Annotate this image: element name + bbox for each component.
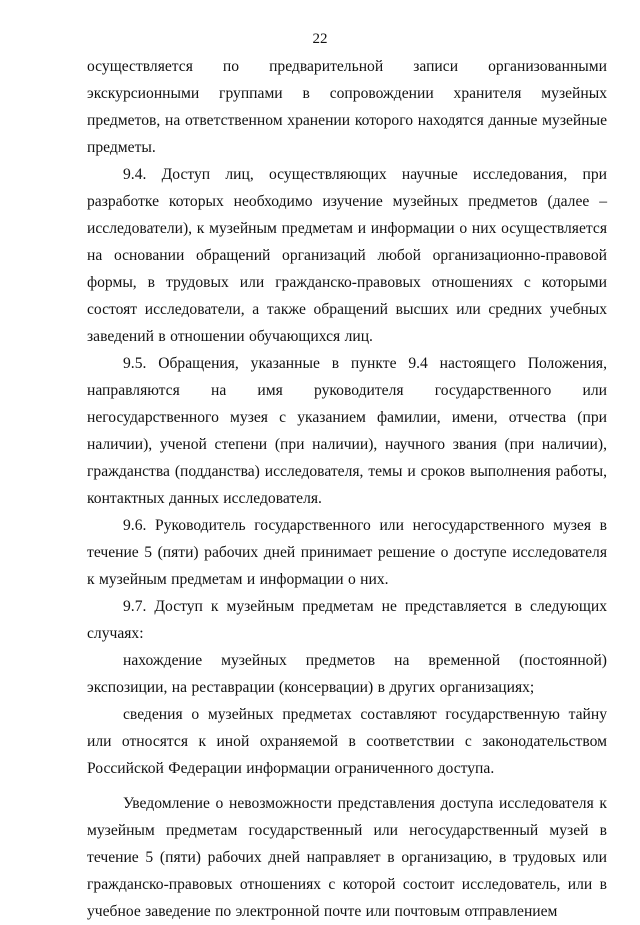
paragraph-9-5: 9.5. Обращения, указанные в пункте 9.4 настоящего Положения, направляются на имя руководителя государственного или негосударственного музея с указанием фамилии, имени, отчества (при наличии), ученой степени (при наличии), научного звания (при наличии), гражданства (подданства) исследователя, темы и сроков выполнения работы, контактных данных исследователя.	[87, 355, 607, 507]
paragraph-9-6: 9.6. Руководитель государственного или негосударственного музея в течение 5 (пяти) рабочих дней принимает решение о доступе исследователя к музейным предметам и информации о них.	[87, 517, 607, 588]
page-number: 22	[312, 31, 328, 47]
paragraph-notification: Уведомление о невозможности представления доступа исследователя к музейным предметам государственный или негосударственный музей в течение 5 (пяти) рабочих дней направляет в организацию, в трудовых или гражданско-правовых отношениях с которой состоит исследователь, или в учебное заведение по электронной почте или почтовым отправлением	[87, 795, 607, 920]
paragraph-9-4: 9.4. Доступ лиц, осуществляющих научные исследования, при разработке которых необходимо изучение музейных предметов (далее – исследователи), к музейным предметам и информации о них осуществляется на основании обращений организаций любой организационно-правовой формы, в трудовых или гражданско-правовых отношениях с которыми состоят исследователи, а также обращений высших или средних учебных заведений в отношении обучающихся лиц.	[87, 166, 607, 345]
paragraph-9-7: 9.7. Доступ к музейным предметам не представляется в следующих случаях:	[87, 598, 607, 642]
document-body	[87, 53, 607, 925]
list-item-exposition: нахождение музейных предметов на временной (постоянной) экспозиции, на реставрации (консервации) в других организациях;	[87, 652, 607, 696]
paragraph-continuation: осуществляется по предварительной записи организованными экскурсионными группами в сопровождении хранителя музейных предметов, на ответственном хранении которого находятся данные музейные предметы.	[87, 58, 607, 156]
list-item-state-secret: сведения о музейных предметах составляют государственную тайну или относятся к иной охраняемой в соответствии с законодательством Российской Федерации информации ограниченного доступа.	[87, 706, 607, 777]
